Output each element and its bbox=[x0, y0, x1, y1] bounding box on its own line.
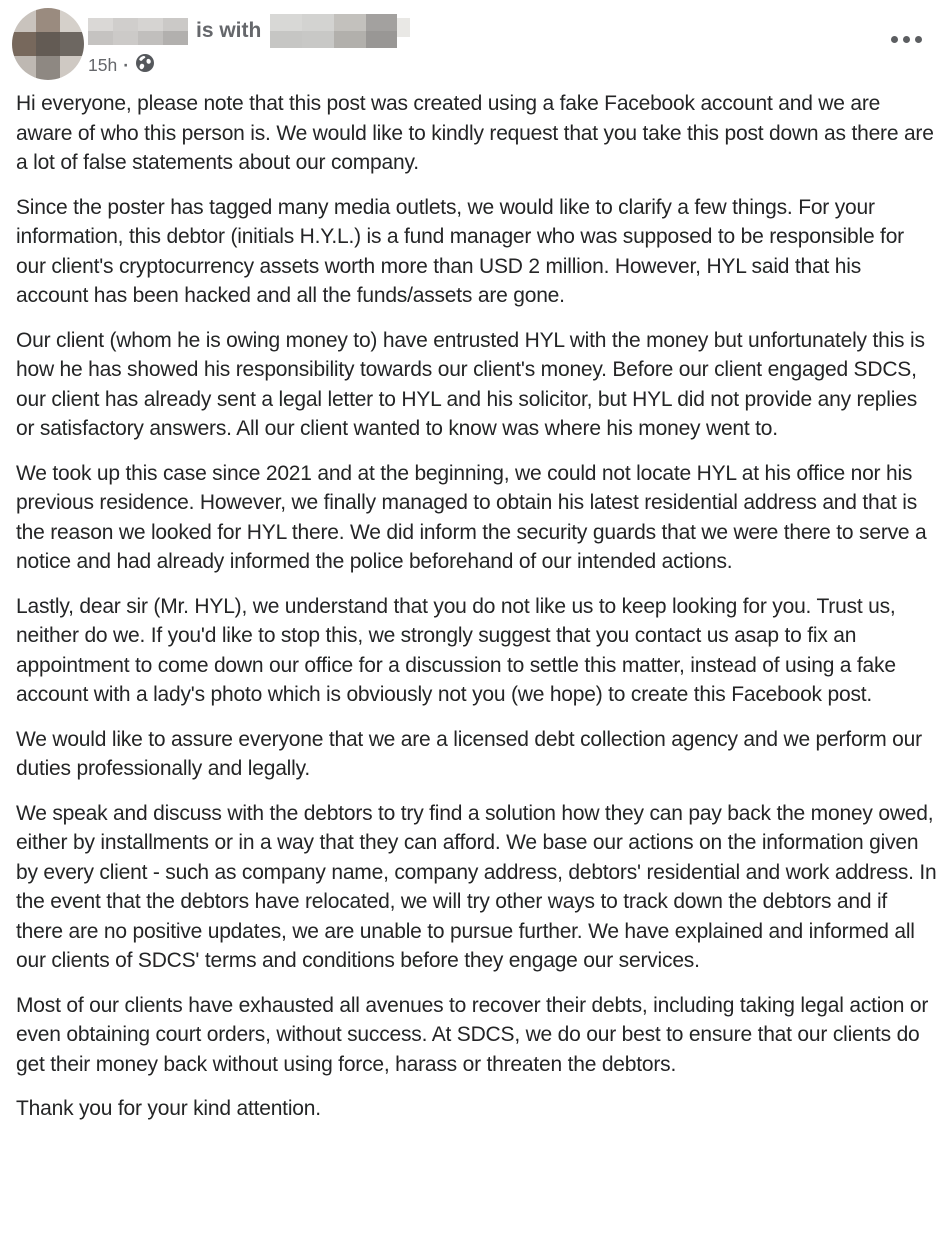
ellipsis-dot bbox=[891, 36, 898, 43]
ellipsis-dot bbox=[903, 36, 910, 43]
globe-icon bbox=[135, 53, 155, 78]
tagged-name-redacted-tail bbox=[397, 18, 410, 37]
post-paragraph: Lastly, dear sir (Mr. HYL), we understand that you do not like us to keep looking for you. Trust us, neither do we. If you'd like to stop this, we strongly suggest that you contact us asap to fix an appointment to come down our office for a discussion to settle this matter, instead of using a fake account with a lady's photo which is obviously not you (we hope) to create this Facebook post. bbox=[16, 594, 896, 706]
post-paragraph: Most of our clients have exhausted all avenues to recover their debts, including taking legal action or even obtaining court orders, without success. At SDCS, we do our best to ensure that our clients do get their money back without using force, harass or threaten the debtors. bbox=[16, 993, 929, 1076]
post-byline bbox=[88, 13, 934, 49]
meta-separator: · bbox=[123, 55, 130, 75]
post-paragraph: Hi everyone, please note that this post was created using a fake Facebook account and we are aware of who this person is. We would like to kindly request that you take this post down as there are a lot of false statements about our company. bbox=[16, 92, 934, 174]
post-meta bbox=[88, 53, 934, 78]
ellipsis-dot bbox=[915, 36, 922, 43]
author-name-redacted[interactable] bbox=[88, 18, 188, 45]
post-paragraph: Our client (whom he is owing money to) have entrusted HYL with the money but unfortunately this is how he has showed his responsibility towards our client's money. Before our client engaged SDCS, our client has already sent a legal letter to HYL and his solicitor, but HYL did not provide any replies or satisfactory answers. All our client wanted to know was where his money went to. bbox=[16, 328, 925, 440]
timestamp[interactable]: 15h bbox=[88, 55, 118, 75]
post-paragraph: We speak and discuss with the debtors to try find a solution how they can pay back the money owed, either by installments or in a way that they can afford. We base our actions on the information given by every client - such as company name, company address, debtors' residential and work address. In the event that the debtors have relocated, we will try other ways to track down the debtors and if there are no positive updates, we are unable to pursue further. We have explained and informed all our clients of SDCS' terms and conditions before they engage our services. bbox=[16, 801, 937, 972]
post-paragraph: We would like to assure everyone that we are a licensed debt collection agency and we perform our duties professionally and legally. bbox=[16, 727, 922, 780]
post-paragraph: Thank you for your kind attention. bbox=[16, 1097, 321, 1120]
byline-connector: is with bbox=[196, 19, 262, 42]
tagged-name-redacted[interactable] bbox=[270, 14, 397, 48]
post-header bbox=[0, 0, 950, 80]
post-options-button[interactable] bbox=[887, 32, 926, 47]
avatar[interactable] bbox=[12, 8, 84, 80]
post-paragraph: Since the poster has tagged many media outlets, we would like to clarify a few things. For your information, this debtor (initials H.Y.L.) is a fund manager who was supposed to be responsible for our client's cryptocurrency assets worth more than USD 2 million. However, HYL said that his account has been hacked and all the funds/assets are gone. bbox=[16, 195, 904, 307]
post-paragraph: We took up this case since 2021 and at the beginning, we could not locate HYL at his office nor his previous residence. However, we finally managed to obtain his latest residential address and that is the reason we looked for HYL there. We did inform the security guards that we were there to serve a notice and had already informed the police beforehand of our intended actions. bbox=[16, 461, 927, 573]
post-header-text bbox=[88, 8, 934, 78]
post-body bbox=[0, 80, 950, 1124]
